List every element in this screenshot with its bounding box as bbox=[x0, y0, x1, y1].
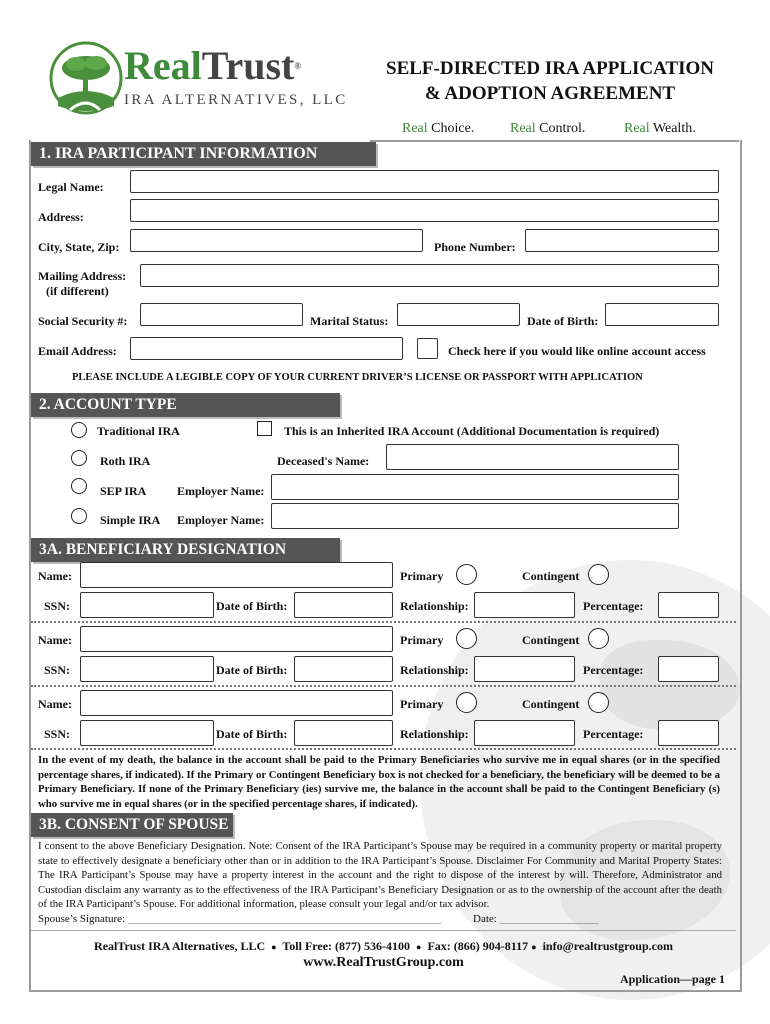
frame-top-line bbox=[370, 140, 739, 142]
registered-mark: ® bbox=[294, 61, 302, 71]
online-access-label: Check here if you would like online account access bbox=[448, 344, 706, 358]
marital-status-label: Marital Status: bbox=[310, 314, 389, 328]
relationship-label: Relationship: bbox=[400, 599, 469, 613]
brand-subtitle: IRA ALTERNATIVES, LLC bbox=[124, 92, 348, 108]
percentage-input[interactable] bbox=[658, 720, 719, 746]
bullet-icon: ● bbox=[271, 942, 277, 952]
bullet-icon: ● bbox=[416, 942, 422, 952]
divider bbox=[31, 748, 736, 750]
beneficiary-dob-label: Date of Birth: bbox=[216, 663, 288, 677]
sep-employer-label: Employer Name: bbox=[177, 484, 265, 498]
legal-name-input[interactable] bbox=[130, 170, 719, 193]
title-line-2: & ADOPTION AGREEMENT bbox=[424, 83, 676, 104]
percentage-label: Percentage: bbox=[583, 727, 644, 741]
primary-radio[interactable] bbox=[456, 692, 477, 713]
title-line-1: SELF-DIRECTED IRA APPLICATION bbox=[386, 58, 714, 79]
beneficiary-ssn-input[interactable] bbox=[80, 592, 214, 618]
ssn-label: Social Security #: bbox=[38, 314, 128, 328]
beneficiary-dob-input[interactable] bbox=[294, 592, 393, 618]
simple-ira-label: Simple IRA bbox=[100, 513, 161, 527]
spouse-date-line[interactable]: __________________ bbox=[499, 913, 599, 925]
dob-label: Date of Birth: bbox=[527, 314, 599, 328]
logo bbox=[48, 40, 358, 116]
tagline-1: Real Choice. bbox=[402, 121, 475, 136]
contingent-radio[interactable] bbox=[588, 692, 609, 713]
tagline-2: Real Control. bbox=[510, 121, 586, 136]
relationship-input[interactable] bbox=[474, 592, 575, 618]
phone-input[interactable] bbox=[525, 229, 719, 252]
relationship-label: Relationship: bbox=[400, 663, 469, 677]
beneficiary-dob-label: Date of Birth: bbox=[216, 727, 288, 741]
primary-radio[interactable] bbox=[456, 564, 477, 585]
mailing-address-label: Mailing Address: bbox=[38, 269, 127, 283]
phone-label: Phone Number: bbox=[434, 240, 516, 254]
beneficiary-dob-label: Date of Birth: bbox=[216, 599, 288, 613]
section-2-header: 2. ACCOUNT TYPE bbox=[31, 393, 340, 417]
beneficiary-name-input[interactable] bbox=[80, 562, 393, 588]
traditional-ira-label: Traditional IRA bbox=[97, 424, 180, 438]
beneficiary-name-input[interactable] bbox=[80, 690, 393, 716]
mailing-address-input[interactable] bbox=[140, 264, 719, 287]
primary-label: Primary bbox=[400, 697, 444, 711]
primary-label: Primary bbox=[400, 569, 444, 583]
legal-name-label: Legal Name: bbox=[38, 180, 104, 194]
beneficiary-ssn-label: SSN: bbox=[44, 599, 71, 613]
spouse-date-row bbox=[473, 913, 599, 925]
beneficiary-name-label: Name: bbox=[38, 633, 72, 647]
tree-logo-icon bbox=[48, 40, 124, 116]
contingent-label: Contingent bbox=[522, 633, 580, 647]
inherited-ira-checkbox[interactable] bbox=[257, 421, 272, 436]
percentage-label: Percentage: bbox=[583, 663, 644, 677]
footer-company: RealTrust IRA Alternatives, LLC bbox=[94, 939, 266, 953]
mailing-note: (if different) bbox=[46, 284, 109, 298]
address-input[interactable] bbox=[130, 199, 719, 222]
sep-ira-radio[interactable] bbox=[71, 478, 87, 494]
dob-input[interactable] bbox=[605, 303, 719, 326]
email-input[interactable] bbox=[130, 337, 403, 360]
city-state-zip-input[interactable] bbox=[130, 229, 423, 252]
brand-trust: Trust bbox=[201, 43, 295, 88]
sep-employer-input[interactable] bbox=[271, 474, 679, 500]
footer-divider bbox=[31, 930, 736, 931]
contingent-radio[interactable] bbox=[588, 564, 609, 585]
simple-employer-input[interactable] bbox=[271, 503, 679, 529]
online-access-checkbox[interactable] bbox=[417, 338, 438, 359]
beneficiary-name-label: Name: bbox=[38, 697, 72, 711]
simple-employer-label: Employer Name: bbox=[177, 513, 265, 527]
divider bbox=[31, 685, 736, 687]
primary-radio[interactable] bbox=[456, 628, 477, 649]
beneficiary-ssn-label: SSN: bbox=[44, 727, 71, 741]
marital-status-input[interactable] bbox=[397, 303, 520, 326]
contingent-radio[interactable] bbox=[588, 628, 609, 649]
deceased-name-label: Deceased's Name: bbox=[277, 454, 370, 468]
relationship-input[interactable] bbox=[474, 656, 575, 682]
simple-ira-radio[interactable] bbox=[71, 508, 87, 524]
contingent-label: Contingent bbox=[522, 697, 580, 711]
contingent-label: Contingent bbox=[522, 569, 580, 583]
relationship-label: Relationship: bbox=[400, 727, 469, 741]
footer-website[interactable]: www.RealTrustGroup.com bbox=[303, 955, 464, 970]
inherited-ira-label: This is an Inherited IRA Account (Additional Documentation is required) bbox=[284, 424, 660, 438]
city-state-zip-label: City, State, Zip: bbox=[38, 240, 120, 254]
section-3a-header: 3A. BENEFICIARY DESIGNATION bbox=[31, 538, 340, 562]
roth-ira-label: Roth IRA bbox=[100, 454, 151, 468]
address-label: Address: bbox=[38, 210, 84, 224]
brand-real: Real bbox=[124, 43, 202, 88]
footer-email[interactable]: info@realtrustgroup.com bbox=[542, 939, 673, 953]
id-copy-notice: PLEASE INCLUDE A LEGIBLE COPY OF YOUR CURRENT DRIVER’S LICENSE OR PASSPORT WITH APPLICATION bbox=[72, 372, 643, 383]
roth-ira-radio[interactable] bbox=[71, 450, 87, 466]
spouse-signature-row bbox=[38, 913, 441, 925]
page-number: Application—page 1 bbox=[620, 972, 726, 986]
percentage-label: Percentage: bbox=[583, 599, 644, 613]
beneficiary-name-label: Name: bbox=[38, 569, 72, 583]
deceased-name-input[interactable] bbox=[386, 444, 679, 470]
percentage-input[interactable] bbox=[658, 592, 719, 618]
sep-ira-label: SEP IRA bbox=[100, 484, 147, 498]
beneficiary-dob-input[interactable] bbox=[294, 720, 393, 746]
spouse-signature-label: Spouse’s Signature: bbox=[38, 913, 126, 925]
bullet-icon: ● bbox=[531, 942, 537, 952]
brand-wordmark bbox=[124, 44, 301, 88]
percentage-input[interactable] bbox=[658, 656, 719, 682]
beneficiary-ssn-input[interactable] bbox=[80, 656, 214, 682]
section-1-header: 1. IRA PARTICIPANT INFORMATION bbox=[31, 142, 376, 166]
traditional-ira-radio[interactable] bbox=[71, 422, 87, 438]
spouse-consent-text: I consent to the above Beneficiary Designation. Note: Consent of the IRA Participant’s Spouse may be required in a community property or marital property state to effectively designate a beneficiary other than or in addition to the IRA Participant’s Spouse. Disclaimer For Community and Marital Property States: The IRA Participant’s Spouse may have a property interest in the account and the right to dispose of the interest by will. Therefore, Administrator and Custodian disclaim any warranty as to the effectiveness of the IRA Participant’s Beneficiary Designation or as to the ownership of the account after the death of the IRA Participant’s Spouse. For additional information, please consult your legal and/or tax advisor. bbox=[38, 840, 722, 911]
divider bbox=[31, 621, 736, 623]
footer-contact bbox=[31, 939, 736, 954]
beneficiary-ssn-input[interactable] bbox=[80, 720, 214, 746]
beneficiary-dob-input[interactable] bbox=[294, 656, 393, 682]
primary-label: Primary bbox=[400, 633, 444, 647]
beneficiary-terms: In the event of my death, the balance in the account shall be paid to the Primary Beneficiaries who survive me in equal shares (or in the specified percentage shares, if indicated). If the Primary or Contingent Beneficiary box is not checked for a beneficiary, the beneficiary will be deemed to be a Primary Beneficiary. If none of the Primary Beneficiary (ies) survive me, the balance in the account shall be paid to the Contingent Beneficiary (s) who survive me in equal shares (or in the specified percentage shares, if indicated). bbox=[38, 754, 720, 810]
relationship-input[interactable] bbox=[474, 720, 575, 746]
spouse-date-label: Date: bbox=[473, 913, 497, 925]
spouse-signature-line[interactable]: _________________________________________________________ bbox=[127, 913, 442, 925]
beneficiary-ssn-label: SSN: bbox=[44, 663, 71, 677]
document-title bbox=[360, 56, 740, 106]
footer-tollfree: Toll Free: (877) 536-4100 bbox=[282, 939, 411, 953]
tagline-3: Real Wealth. bbox=[624, 121, 696, 136]
beneficiary-name-input[interactable] bbox=[80, 626, 393, 652]
ssn-input[interactable] bbox=[140, 303, 303, 326]
section-3b-header: 3B. CONSENT OF SPOUSE bbox=[31, 813, 233, 837]
email-label: Email Address: bbox=[38, 344, 117, 358]
footer-fax: Fax: (866) 904-8117 bbox=[427, 939, 529, 953]
